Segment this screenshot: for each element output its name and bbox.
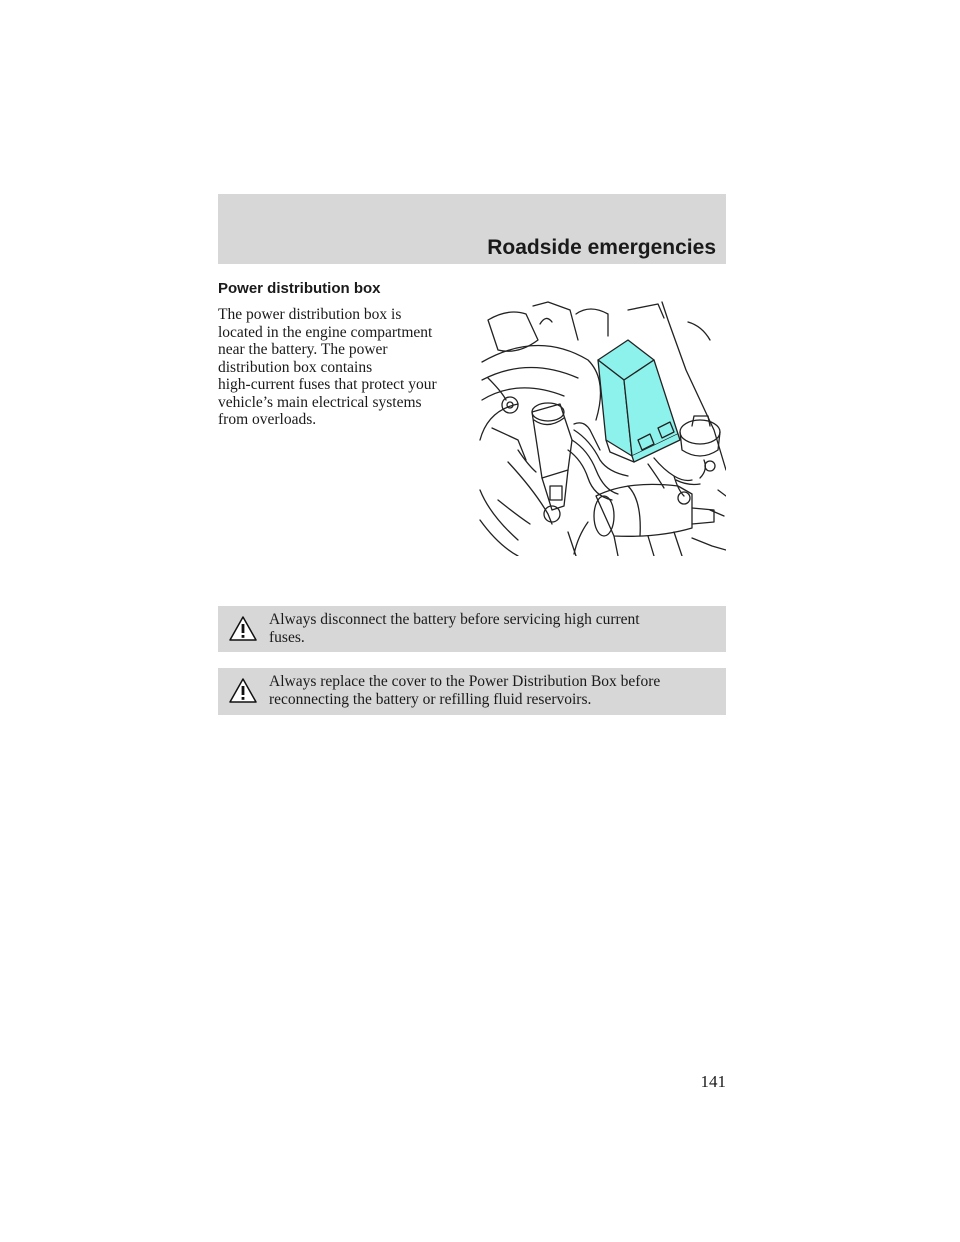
page-number: 141 — [700, 1072, 726, 1091]
section-header-bar — [218, 194, 726, 264]
warning-box — [218, 606, 726, 652]
warning-line: Always disconnect the battery before servicing high current — [269, 611, 640, 628]
body-line: The power distribution box is — [218, 306, 402, 323]
warning-line: fuses. — [269, 628, 305, 646]
body-paragraph — [218, 306, 468, 429]
body-line: distribution box contains — [218, 358, 373, 376]
body-line: high-current fuses that protect your — [218, 376, 437, 393]
body-line: vehicle’s main electrical systems — [218, 393, 422, 411]
engine-compartment-illustration — [478, 300, 726, 556]
body-line: from overloads. — [218, 411, 317, 428]
warning-text — [269, 673, 717, 708]
section-heading: Power distribution box — [218, 280, 381, 297]
warning-triangle-icon — [229, 678, 257, 703]
warning-box — [218, 668, 726, 715]
body-line: near the battery. The power — [218, 341, 388, 358]
warning-triangle-icon — [229, 616, 257, 641]
section-header-title: Roadside emergencies — [487, 236, 716, 259]
warning-text — [269, 611, 717, 646]
body-line: located in the engine compartment — [218, 323, 433, 341]
warning-line: Always replace the cover to the Power Distribution Box before — [269, 673, 661, 690]
warning-line: reconnecting the battery or refilling fluid reservoirs. — [269, 690, 592, 708]
